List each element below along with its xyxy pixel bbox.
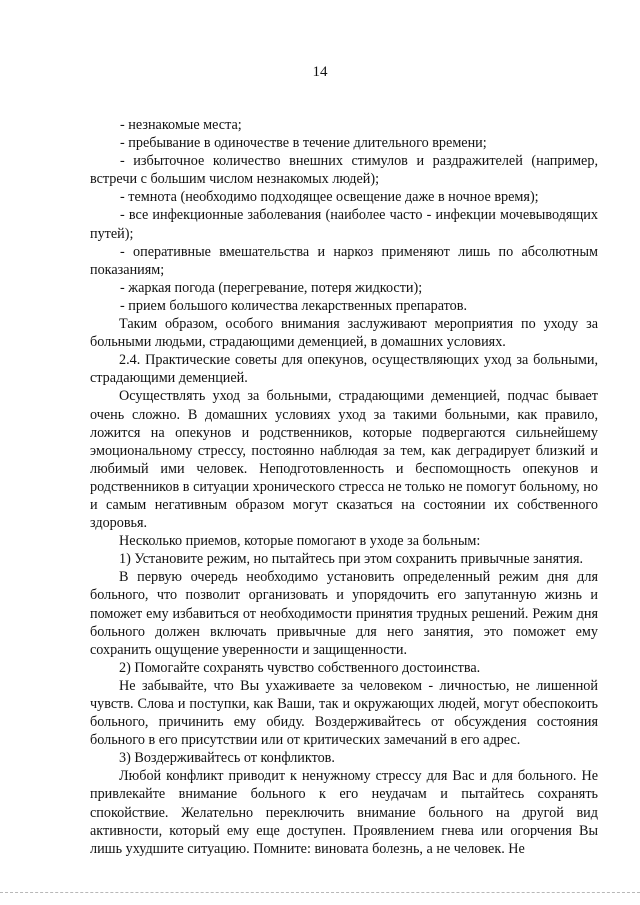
paragraph-conclusion: Таким образом, особого внимания заслуживают мероприятия по уходу за больными людьми, страдающими деменцией, в домашних условиях. bbox=[90, 316, 598, 351]
section-heading-2-4: 2.4. Практические советы для опекунов, осуществляющих уход за больными, страдающими деменцией. bbox=[90, 352, 598, 387]
paragraph-techniques-intro: Несколько приемов, которые помогают в уходе за больным: bbox=[119, 533, 481, 550]
page-number: 14 bbox=[312, 64, 328, 80]
list-item-excess-stimuli: - избыточное количество внешних стимулов и раздражителей (например, встречи с большим числом незнакомых людей); bbox=[90, 153, 598, 188]
paragraph-tip-2: Не забывайте, что Вы ухаживаете за человеком - личностью, не лишенной чувств. Слова и поступки, как Ваши, так и окружающих людей, могут обеспокоить больного, причинить ему обиду. Воздерживайтесь от обсуждения состояния больного в его присутствии или от критических замечаний в его адрес. bbox=[90, 677, 598, 749]
tip-heading-2: 2) Помогайте сохранять чувство собственного достоинства. bbox=[119, 659, 481, 676]
paragraph-tip-1: В первую очередь необходимо установить определенный режим дня для больного, что позволит организовать и упорядочить его запутанную жизнь и поможет ему избавиться от необходимости принятия трудных решений. Режим дня больного должен включать привычные для него занятия, это поможет ему сохранить ощущение уверенности и защищенности. bbox=[90, 569, 598, 658]
list-item-darkness: - темнота (необходимо подходящее освещение даже в ночное время); bbox=[120, 189, 539, 206]
tip-heading-1: 1) Установите режим, но пытайтесь при этом сохранить привычные занятия. bbox=[119, 551, 584, 568]
list-item-surgery: - оперативные вмешательства и наркоз применяют лишь по абсолютным показаниям; bbox=[90, 243, 598, 278]
paragraph-care-difficulty: Осуществлять уход за больными, страдающими деменцией, подчас бывает очень сложно. В домашних условиях уход за такими больными, как правило, ложится на опекунов и родственников, которые подвергаются сильнейшему эмоциональному стрессу, постоянно наблюдая за тем, как деградирует близкий и любимый ими человек. Неподготовленность и беспомощность опекунов и родственников в ситуации хронического стресса не только не помогут больному, но и самым негативным образом могут сказаться на состоянии их собственного здоровья. bbox=[90, 388, 598, 532]
tip-heading-3: 3) Воздерживайтесь от конфликтов. bbox=[119, 750, 335, 767]
page-bottom-edge bbox=[0, 892, 640, 893]
body-text bbox=[90, 116, 598, 858]
list-item-medications: - прием большого количества лекарственных препаратов. bbox=[120, 297, 468, 314]
list-item-unfamiliar-places: - незнакомые места; bbox=[120, 117, 242, 133]
list-item-hot-weather: - жаркая погода (перегревание, потеря жидкости); bbox=[120, 279, 423, 296]
list-item-infections: - все инфекционные заболевания (наиболее часто - инфекции мочевыводящих путей); bbox=[90, 207, 598, 242]
list-item-loneliness: - пребывание в одиночестве в течение длительного времени; bbox=[120, 135, 487, 152]
paragraph-tip-3: Любой конфликт приводит к ненужному стрессу для Вас и для больного. Не привлекайте внимание больного к его неудачам и пытайтесь сохранять спокойствие. Желательно переключить внимание больного на другой вид активности, который ему еще доступен. Проявлением гнева или огорчения Вы лишь ухудшите ситуацию. Помните: виновата болезнь, а не человек. Не bbox=[90, 768, 598, 857]
